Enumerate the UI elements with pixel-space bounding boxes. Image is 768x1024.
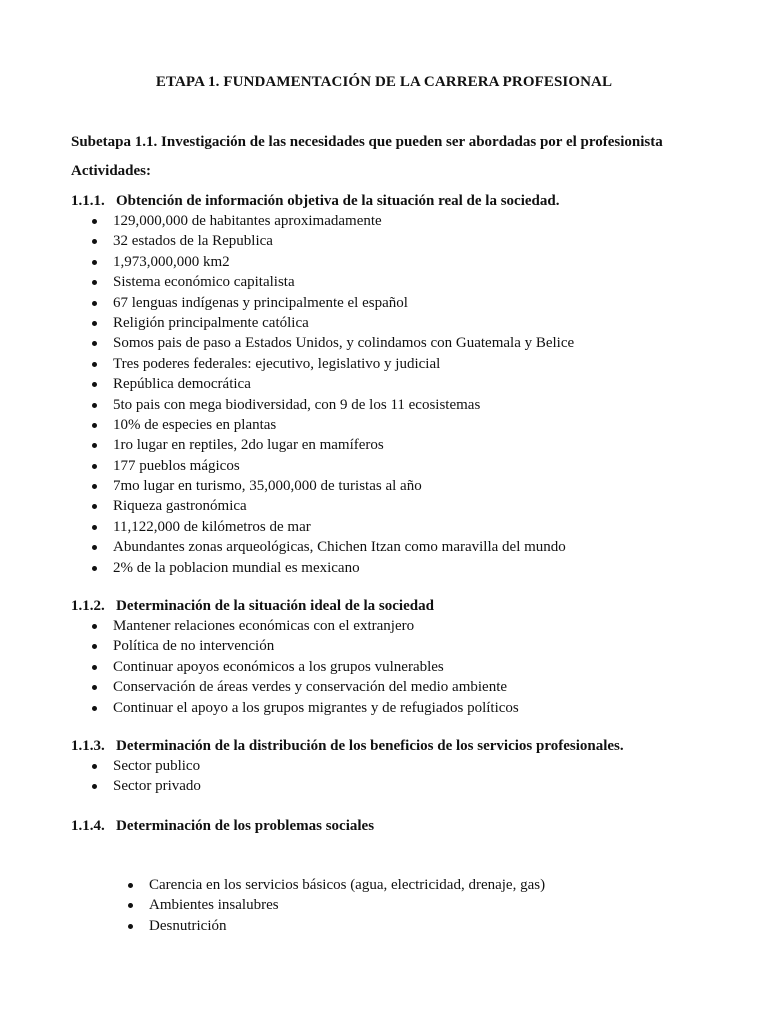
list-item-text: 10% de especies en plantas [113,416,277,433]
bullet-icon [128,903,133,908]
list-item-text: Conservación de áreas verdes y conservación del medio ambiente [113,679,508,696]
list-item [88,333,574,353]
section-heading-1-1-3 [71,736,624,756]
list-item [88,636,519,656]
list-item-text: Tres poderes federales: ejecutivo, legislativo y judicial [113,355,441,372]
section-heading-1-1-4 [71,816,374,836]
section-title: Determinación de la situación ideal de la sociedad [116,598,434,614]
list-item [88,395,574,415]
bullet-icon [128,883,133,888]
list-item-text: Carencia en los servicios básicos (agua, electricidad, drenaje, gas) [149,877,546,893]
list-item [88,677,519,697]
list-item-text: 129,000,000 de habitantes aproximadamente [113,213,382,229]
section-heading-1-1-2 [71,596,434,616]
list-item-text: Ambientes insalubres [149,897,279,914]
list-item [88,537,574,557]
list-item-text: Abundantes zonas arqueológicas, Chichen Itzan como maravilla del mundo [113,539,566,556]
list-item-text: Desnutrición [149,917,227,934]
list-item [124,895,545,915]
list-item [88,476,574,496]
list-item [88,456,574,476]
list-item-text: Sector privado [113,778,201,795]
document-title: ETAPA 1. FUNDAMENTACIÓN DE LA CARRERA PROFESIONAL [155,74,613,90]
list-item-text: 5to pais con mega biodiversidad, con 9 de los 11 ecosistemas [113,396,481,413]
section-number: 1.1.3. [71,738,105,754]
bullet-list-1-1-2 [88,616,519,718]
bullet-icon [92,566,97,571]
list-item-text: 11,122,000 de kilómetros de mar [113,518,311,535]
bullet-icon [92,403,97,408]
bullet-icon [92,301,97,306]
list-item [88,657,519,677]
list-item [88,776,201,796]
bullet-icon [92,644,97,649]
bullet-icon [128,924,133,929]
list-item-text: 177 pueblos mágicos [113,457,240,474]
list-item-text: Somos pais de paso a Estados Unidos, y colindamos con Guatemala y Belice [113,335,575,352]
list-item [88,211,574,231]
list-item-text: República democrática [113,376,251,393]
bullet-icon [92,504,97,509]
bullet-icon [92,423,97,428]
list-item-text: 2% de la poblacion mundial es mexicano [113,559,360,576]
bullet-icon [92,341,97,346]
bullet-icon [92,665,97,670]
bullet-icon [92,484,97,489]
bullet-icon [92,219,97,224]
list-item-text: Continuar el apoyo a los grupos migrantes y de refugiados políticos [113,699,519,716]
bullet-icon [92,280,97,285]
bullet-list-1-1-4 [124,875,545,936]
section-title: Obtención de información objetiva de la situación real de la sociedad. [116,193,560,209]
section-number: 1.1.1. [71,193,105,209]
list-item-text: Riqueza gastronómica [113,498,247,515]
list-item [124,916,545,936]
list-item [88,252,574,272]
list-item-text: 32 estados de la Republica [113,233,273,250]
bullet-icon [92,784,97,789]
section-title: Determinación de los problemas sociales [116,818,375,834]
bullet-list-1-1-3 [88,756,201,797]
list-item-text: 7mo lugar en turismo, 35,000,000 de turistas al año [113,478,422,495]
bullet-icon [92,685,97,690]
bullet-icon [92,239,97,244]
list-item-text: 67 lenguas indígenas y principalmente el español [113,294,408,311]
list-item [88,616,519,636]
list-item-text: Sector publico [113,758,201,774]
list-item [88,496,574,516]
list-item-text: Sistema económico capitalista [113,274,295,291]
list-item-text: 1,973,000,000 km2 [113,253,230,270]
list-item-text: Continuar apoyos económicos a los grupos vulnerables [113,658,444,675]
list-item [88,756,201,776]
subtitle: Subetapa 1.1. Investigación de las necesidades que pueden ser abordadas por el profesionista [71,134,663,150]
list-item [88,435,574,455]
section-heading-1-1-1 [71,191,559,211]
list-item [88,231,574,251]
activities-label: Actividades: [71,163,151,179]
list-item [88,517,574,537]
list-item-text: Política de no intervención [113,638,275,655]
section-title: Determinación de la distribución de los beneficios de los servicios profesionales. [116,738,624,754]
bullet-icon [92,464,97,469]
bullet-list-1-1-1 [88,211,574,578]
bullet-icon [92,260,97,265]
list-item [88,558,574,578]
list-item [88,354,574,374]
bullet-icon [92,321,97,326]
bullet-icon [92,706,97,711]
bullet-icon [92,624,97,629]
bullet-icon [92,362,97,367]
bullet-icon [92,525,97,530]
list-item-text: Mantener relaciones económicas con el extranjero [113,618,415,634]
bullet-icon [92,545,97,550]
section-number: 1.1.4. [71,818,105,834]
list-item-text: 1ro lugar en reptiles, 2do lugar en mamíferos [113,437,384,454]
list-item [88,698,519,718]
list-item [88,415,574,435]
list-item [124,875,545,895]
list-item [88,272,574,292]
list-item [88,313,574,333]
list-item-text: Religión principalmente católica [113,314,309,331]
list-item [88,374,574,394]
bullet-icon [92,382,97,387]
bullet-icon [92,443,97,448]
bullet-icon [92,764,97,769]
section-number: 1.1.2. [71,598,105,614]
list-item [88,293,574,313]
